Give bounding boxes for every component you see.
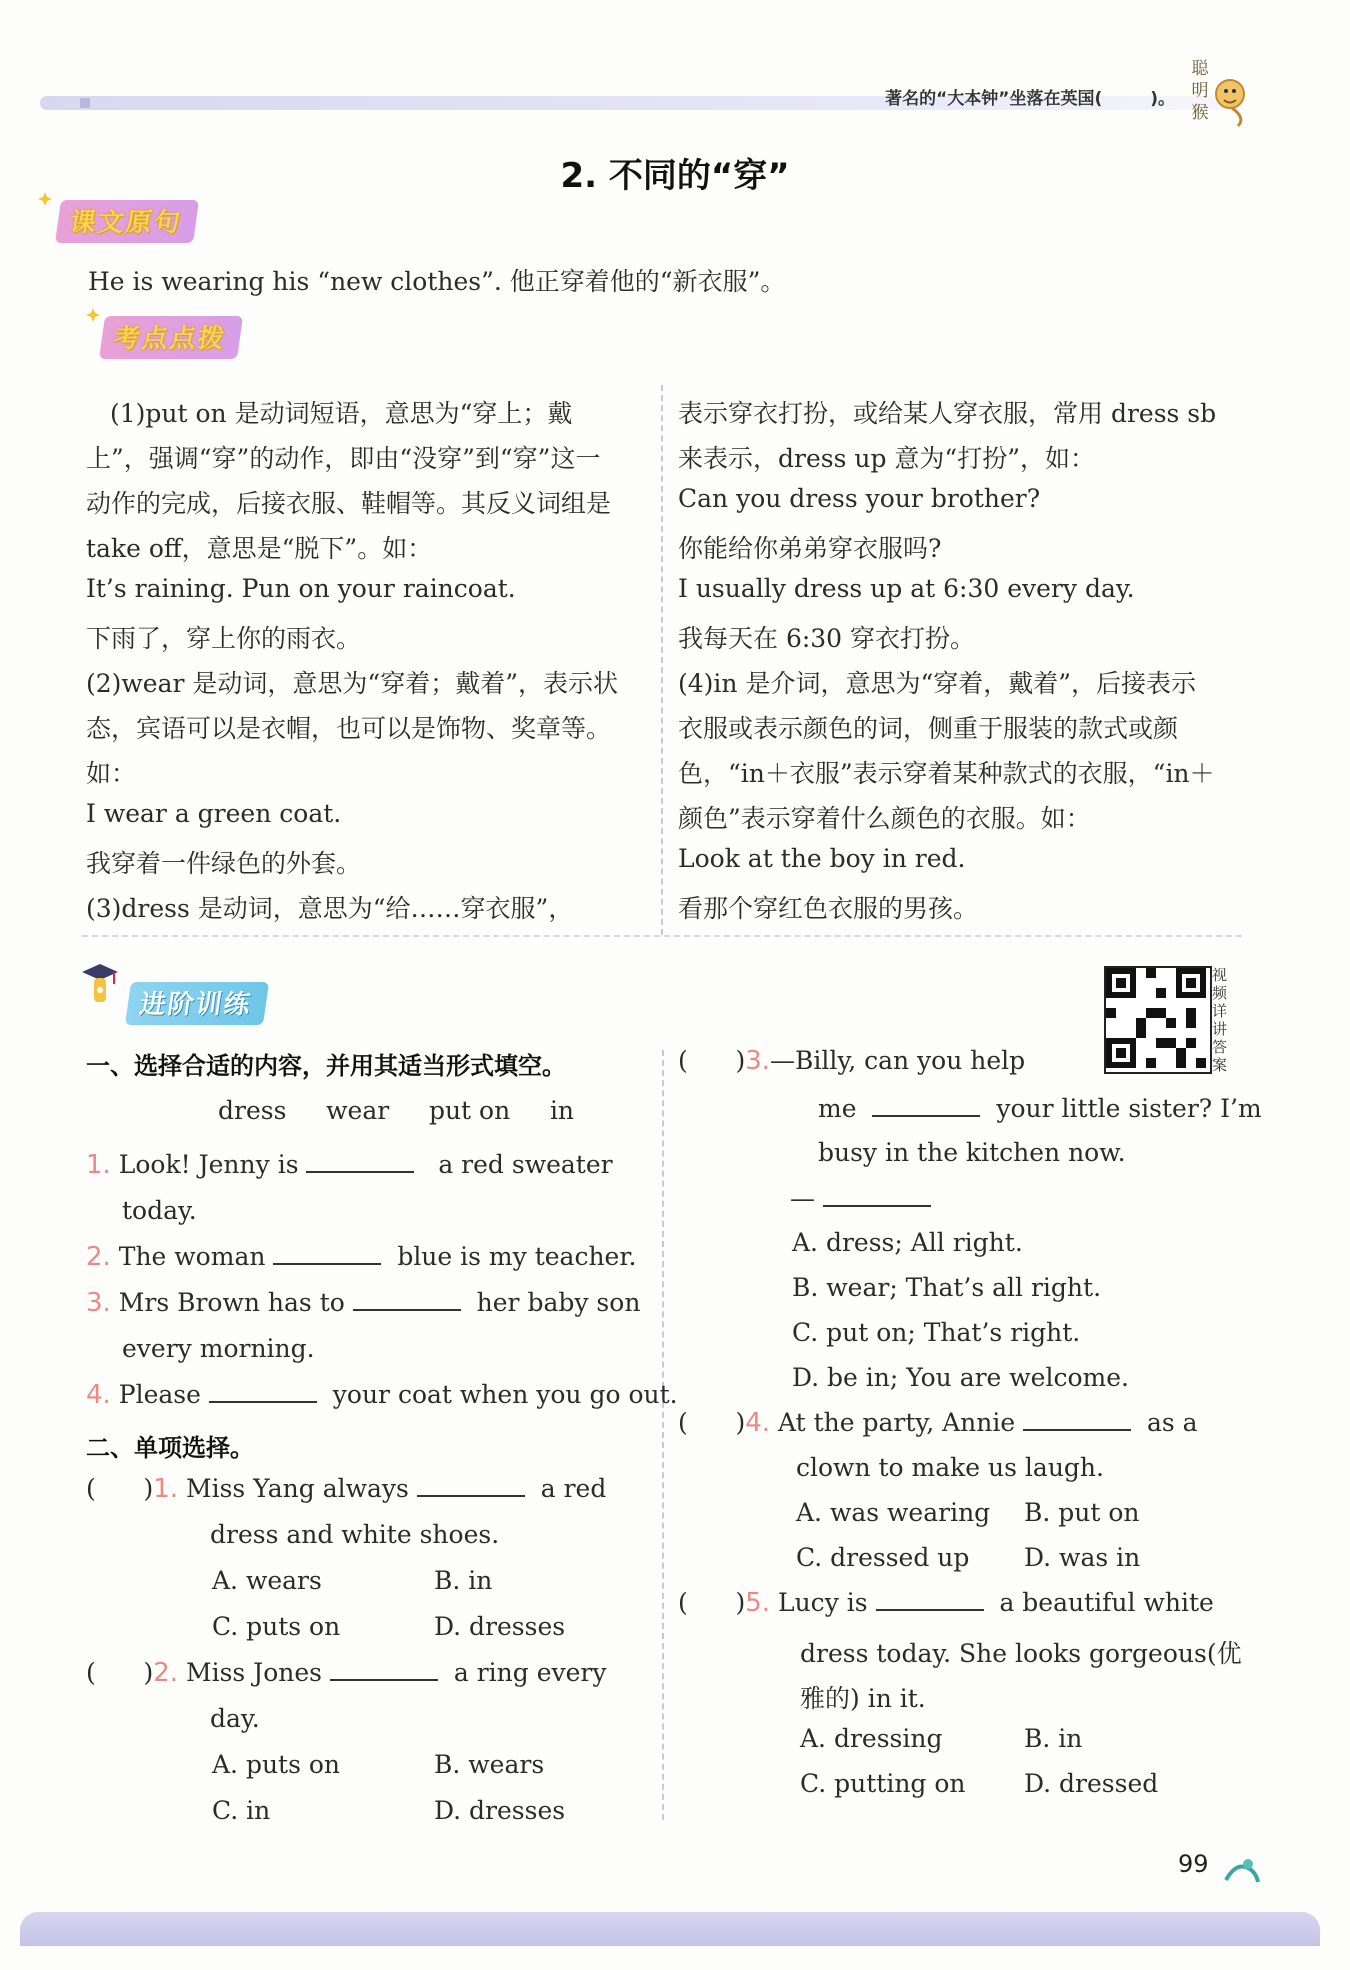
word-option: in	[549, 1096, 575, 1125]
fill-question-2: 2. The woman blue is my teacher.	[86, 1242, 637, 1272]
word-bank	[218, 1096, 574, 1125]
left-line: (1)put on 是动词短语，意思为“穿上；戴	[110, 399, 573, 428]
mc4-option-d[interactable]: D. was in	[1024, 1543, 1141, 1572]
answer-blank[interactable]	[273, 1243, 381, 1265]
right-line: 你能给你弟弟穿衣服吗?	[678, 534, 942, 563]
bottom-decor-bar	[20, 1912, 1320, 1946]
mc-question-3-cont: me your little sister? I’m	[818, 1094, 1262, 1123]
sparkle-icon	[38, 192, 52, 206]
part1-heading: 一、选择合适的内容，并用其适当形式填空。	[86, 1052, 566, 1080]
mc2-option-b[interactable]: B. wears	[434, 1750, 545, 1779]
mc-question-1-cont: dress and white shoes.	[210, 1520, 500, 1549]
right-line: 来表示，dress up 意为“打扮”，如：	[678, 444, 1095, 473]
box-border	[82, 935, 1242, 937]
text-sentence-tag: 课文原句	[55, 200, 199, 243]
mc-question-3-reply: —	[790, 1184, 931, 1213]
mc-question-5: ( )5. Lucy is a beautiful white	[678, 1588, 1214, 1618]
word-option: wear	[326, 1096, 390, 1125]
mc-question-4: ( )4. At the party, Annie as a	[678, 1408, 1198, 1438]
answer-blank[interactable]	[353, 1289, 461, 1311]
mc2-option-c[interactable]: C. in	[212, 1796, 271, 1825]
mc4-option-c[interactable]: C. dressed up	[796, 1543, 970, 1572]
left-line: (3)dress 是动词，意思为“给……穿衣服”，	[86, 894, 574, 923]
word-option: dress	[218, 1096, 287, 1125]
mc3-option-a[interactable]: A. dress; All right.	[792, 1228, 1023, 1257]
right-line: 颜色”表示穿着什么颜色的衣服。如：	[678, 804, 1091, 833]
mc-question-3: ( )3.—Billy, can you help	[678, 1046, 1026, 1076]
fill-question-1: 1. Look! Jenny is a red sweater	[86, 1150, 613, 1180]
mc1-option-b[interactable]: B. in	[434, 1566, 493, 1595]
cartoon-figure-icon	[1222, 1852, 1262, 1886]
mascot-label: 聪 明 猴	[1191, 59, 1209, 123]
mc5-option-b[interactable]: B. in	[1024, 1724, 1083, 1753]
practice-tag: 进阶训练	[125, 982, 269, 1025]
original-sentence: He is wearing his “new clothes”. 他正穿着他的“新衣服”。	[88, 267, 786, 296]
answer-blank[interactable]	[823, 1185, 931, 1207]
question-column-divider	[662, 1050, 664, 1820]
right-line: 看那个穿红色衣服的男孩。	[678, 894, 979, 923]
mc-question-5-cont: 雅的) in it.	[800, 1684, 926, 1713]
qr-caption: 视 频 详 讲 答 案	[1212, 966, 1228, 1074]
mc1-option-a[interactable]: A. wears	[212, 1566, 322, 1595]
right-line: 色，“in＋衣服”表示穿着某种款式的衣服，“in＋	[678, 759, 1215, 788]
mc4-option-a[interactable]: A. was wearing	[796, 1498, 991, 1527]
column-divider	[661, 385, 663, 935]
page-title: 2. 不同的“穿”	[560, 156, 790, 196]
answer-blank[interactable]	[1023, 1409, 1131, 1431]
left-line: take off，意思是“脱下”。如：	[86, 534, 433, 563]
mc1-option-c[interactable]: C. puts on	[212, 1612, 341, 1641]
answer-blank[interactable]	[872, 1095, 980, 1117]
answer-blank[interactable]	[209, 1381, 317, 1403]
fill-question-3: 3. Mrs Brown has to her baby son	[86, 1288, 641, 1318]
part2-heading: 二、单项选择。	[86, 1434, 254, 1462]
answer-blank[interactable]	[876, 1589, 984, 1611]
left-line: (2)wear 是动词，意思为“穿着；戴着”，表示状	[86, 669, 618, 698]
mc5-option-d[interactable]: D. dressed	[1024, 1769, 1159, 1798]
mc-question-4-cont: clown to make us laugh.	[796, 1453, 1104, 1482]
right-line: 表示穿衣打扮，或给某人穿衣服，常用 dress sb	[678, 399, 1217, 428]
right-line: (4)in 是介词，意思为“穿着，戴着”，后接表示	[678, 669, 1197, 698]
right-line: Look at the boy in red.	[678, 844, 966, 873]
mc3-option-b[interactable]: B. wear; That’s all right.	[792, 1273, 1102, 1302]
sparkle-icon	[86, 308, 100, 322]
left-line: 动作的完成，后接衣服、鞋帽等。其反义词组是	[86, 489, 612, 518]
mc5-option-a[interactable]: A. dressing	[800, 1724, 943, 1753]
mc4-option-b[interactable]: B. put on	[1024, 1498, 1140, 1527]
mc5-option-c[interactable]: C. putting on	[800, 1769, 966, 1798]
left-line: 上”，强调“穿”的动作，即由“没穿”到“穿”这一	[86, 444, 601, 473]
left-line: I wear a green coat.	[86, 799, 342, 828]
fill-question-1-cont: today.	[122, 1196, 197, 1225]
mc-question-1: ( )1. Miss Yang always a red	[86, 1474, 607, 1504]
right-line: 衣服或表示颜色的词，侧重于服装的款式或颜	[678, 714, 1179, 743]
word-option: put on	[428, 1096, 511, 1125]
left-line: 下雨了，穿上你的雨衣。	[86, 624, 362, 653]
fill-question-3-cont: every morning.	[122, 1334, 315, 1363]
mc-question-3-cont: busy in the kitchen now.	[818, 1138, 1126, 1167]
answer-blank[interactable]	[417, 1475, 525, 1497]
fill-question-4: 4. Please your coat when you go out.	[86, 1380, 678, 1410]
mc2-option-d[interactable]: D. dresses	[434, 1796, 566, 1825]
answer-blank[interactable]	[330, 1659, 438, 1681]
mc2-option-a[interactable]: A. puts on	[212, 1750, 341, 1779]
left-line: 态，宾语可以是衣帽，也可以是饰物、奖章等。	[86, 714, 612, 743]
mc3-option-c[interactable]: C. put on; That’s right.	[792, 1318, 1081, 1347]
page-number: 99	[1178, 1850, 1209, 1878]
answer-blank[interactable]	[306, 1151, 414, 1173]
right-line: I usually dress up at 6:30 every day.	[678, 574, 1135, 603]
trivia-question: 著名的“大本钟”坐落在英国( )。	[885, 89, 1175, 109]
right-line: Can you dress your brother?	[678, 484, 1041, 513]
left-line: 如：	[86, 759, 137, 788]
left-line: It’s raining. Pun on your raincoat.	[86, 574, 516, 603]
left-line: 我穿着一件绿色的外套。	[86, 849, 362, 878]
right-line: 我每天在 6:30 穿衣打扮。	[678, 624, 976, 653]
mc-question-5-cont: dress today. She looks gorgeous(优	[800, 1639, 1242, 1668]
mc1-option-d[interactable]: D. dresses	[434, 1612, 566, 1641]
mc3-option-d[interactable]: D. be in; You are welcome.	[792, 1363, 1129, 1392]
mc-question-2: ( )2. Miss Jones a ring every	[86, 1658, 607, 1688]
key-points-tag: 考点点拨	[99, 316, 243, 359]
qr-code-icon[interactable]	[1104, 966, 1212, 1074]
graduation-cap-icon	[80, 960, 120, 1010]
mc-question-2-cont: day.	[210, 1704, 260, 1733]
